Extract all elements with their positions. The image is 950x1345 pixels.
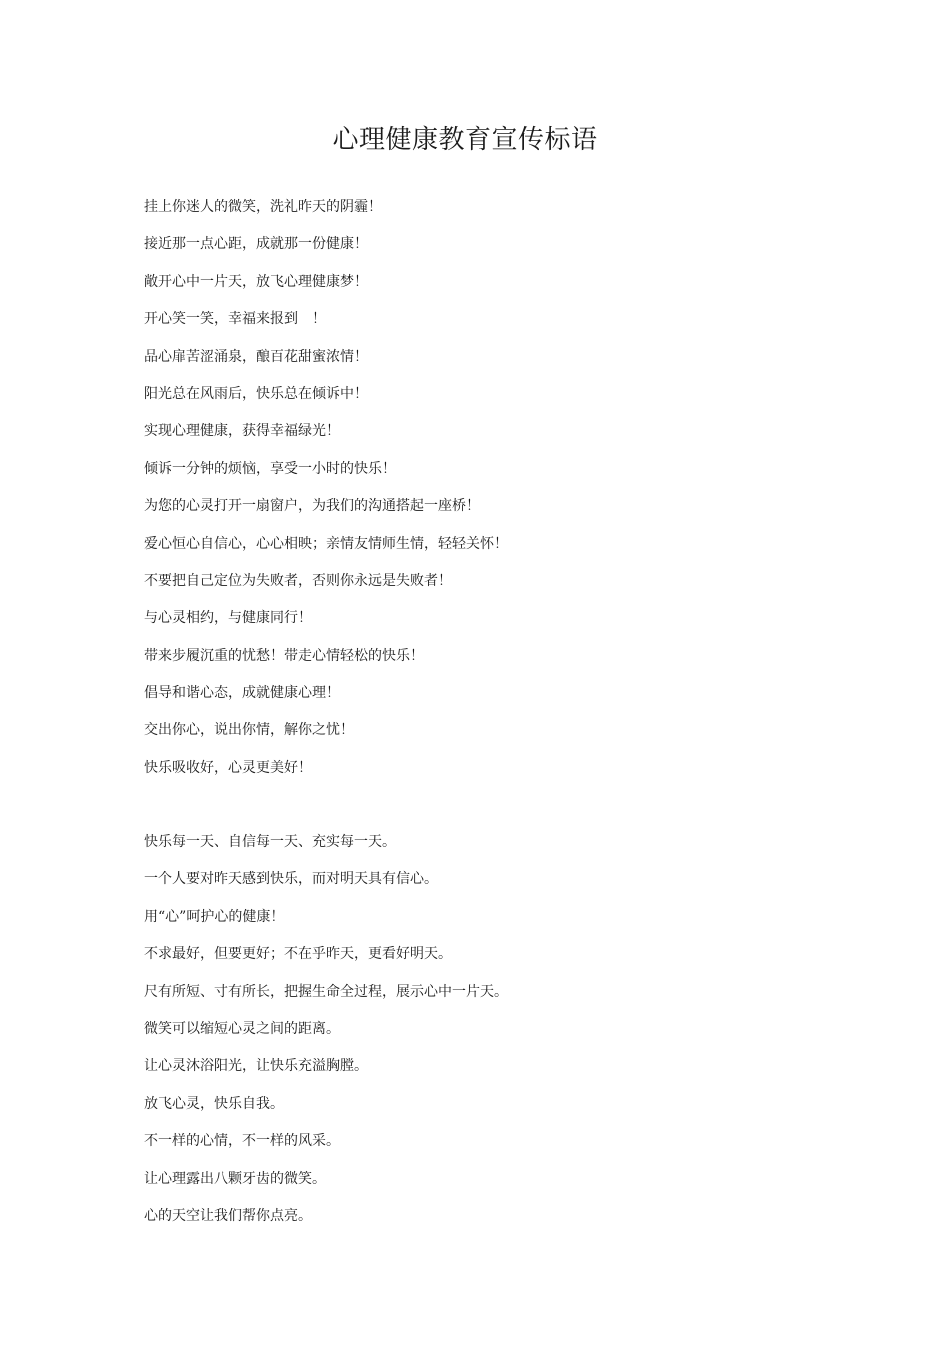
slogan-line: 为您的心灵打开一扇窗户，为我们的沟通搭起一座桥！ <box>144 498 480 515</box>
slogan-line: 敞开心中一片天，放飞心理健康梦！ <box>144 273 368 290</box>
slogan-line: 接近那一点心距，成就那一份健康！ <box>144 236 368 253</box>
slogan-line: 品心扉苦涩涌泉，酿百花甜蜜浓情！ <box>144 348 368 365</box>
slogan-list-two <box>144 829 864 1240</box>
slogan-line: 心的天空让我们帮你点亮。 <box>144 1207 312 1224</box>
slogan-line: 让心灵沐浴阳光，让快乐充溢胸膛。 <box>144 1058 368 1075</box>
slogan-list-one <box>144 194 864 792</box>
slogan-line: 与心灵相约，与健康同行！ <box>144 610 312 627</box>
slogan-line: 不求最好，但要更好；不在乎昨天，更看好明天。 <box>144 946 452 963</box>
slogan-line: 倡导和谐心态，成就健康心理！ <box>144 685 340 702</box>
slogan-line: 带来步履沉重的忧愁！带走心情轻松的快乐！ <box>144 647 424 664</box>
slogan-line: 快乐吸收好，心灵更美好！ <box>144 759 312 776</box>
slogan-line: 实现心理健康，获得幸福绿光！ <box>144 423 340 440</box>
slogan-line: 开心笑一笑，幸福来报到 ！ <box>144 311 326 328</box>
slogan-line: 让心理露出八颗牙齿的微笑。 <box>144 1170 326 1187</box>
document-title: 心理健康教育宣传标语 <box>332 125 598 155</box>
slogan-line: 尺有所短、寸有所长，把握生命全过程，展示心中一片天。 <box>144 983 508 1000</box>
slogan-line: 放飞心灵，快乐自我。 <box>144 1095 284 1112</box>
slogan-line: 爱心恒心自信心，心心相映；亲情友情师生情，轻轻关怀！ <box>144 535 508 552</box>
slogan-line: 倾诉一分钟的烦恼，享受一小时的快乐！ <box>144 460 396 477</box>
slogan-line: 交出你心，说出你情，解你之忧！ <box>144 722 354 739</box>
slogan-line: 一个人要对昨天感到快乐，而对明天具有信心。 <box>144 871 438 888</box>
slogan-line: 不要把自己定位为失败者，否则你永远是失败者！ <box>144 572 452 589</box>
slogan-line: 挂上你迷人的微笑，洗礼昨天的阴霾！ <box>144 199 382 215</box>
slogan-line: 微笑可以缩短心灵之间的距离。 <box>144 1020 340 1037</box>
slogan-line: 阳光总在风雨后，快乐总在倾诉中！ <box>144 385 368 402</box>
slogan-line: 不一样的心情，不一样的风采。 <box>144 1133 340 1150</box>
slogan-line: 用“心”呵护心的健康！ <box>144 908 285 925</box>
slogan-line: 快乐每一天、自信每一天、充实每一天。 <box>144 834 396 850</box>
